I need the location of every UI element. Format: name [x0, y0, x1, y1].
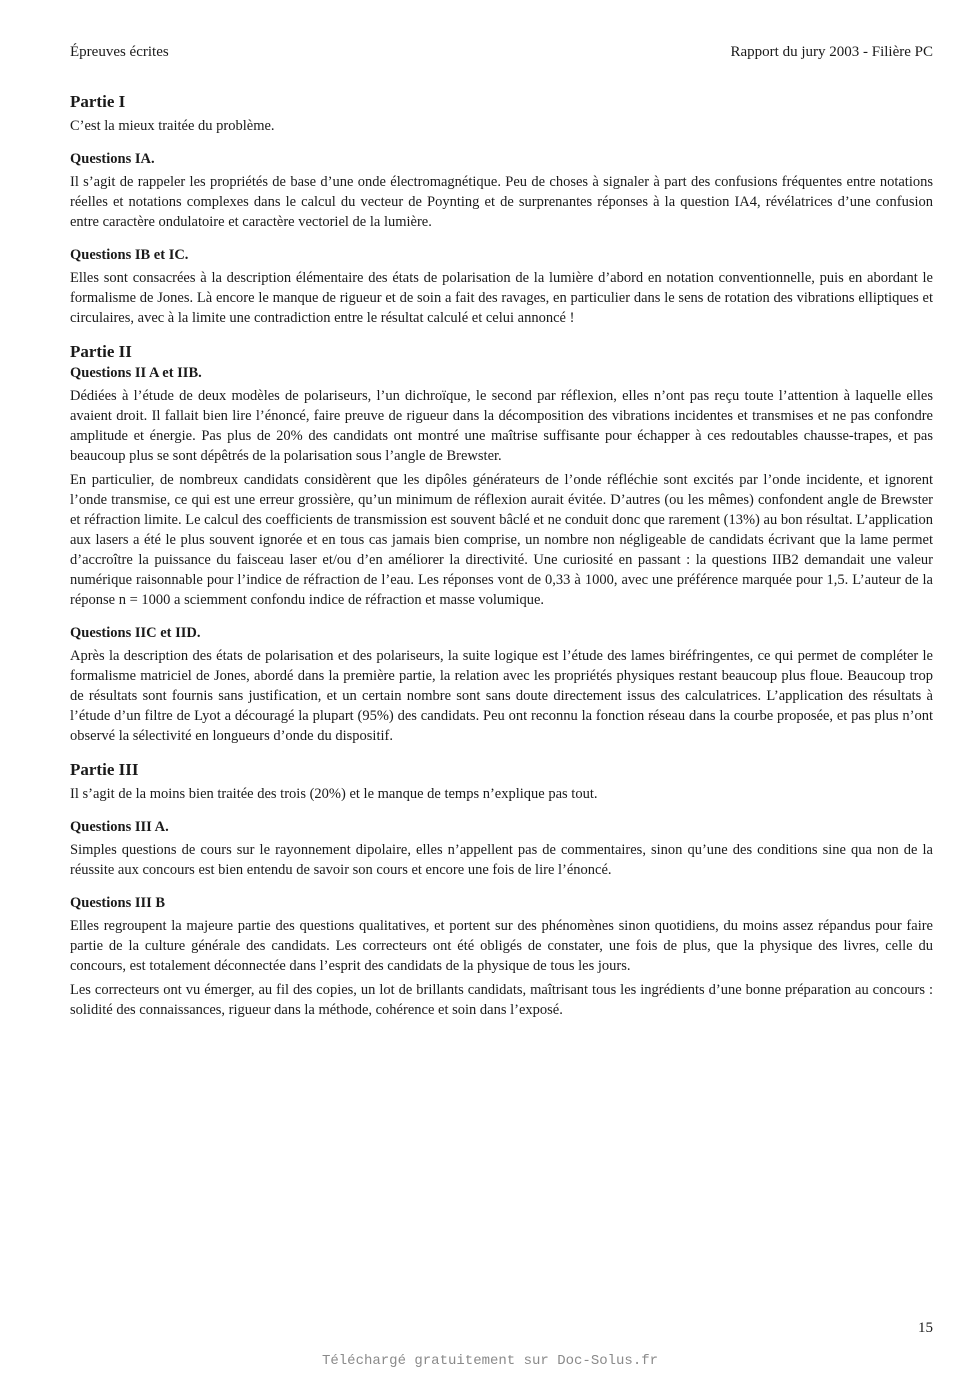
- subsection-title: Questions IA.: [70, 151, 155, 167]
- questions-ib-ic: [70, 245, 933, 328]
- page-header: [70, 44, 933, 64]
- section-title: Partie I: [70, 92, 126, 111]
- paragraph: Il s’agit de rappeler les propriétés de base d’une onde électromagnétique. Peu de choses à signaler à part des confusions fréquentes entre notations réelles et notations complexes dans le calcul du vecteur de Poynting et de surprenantes réponses à la question IA4, révélatrices d’une confusion entre caractère ondulatoire et caractère vectoriel de la lumière.: [70, 174, 933, 230]
- paragraph: Elles regroupent la majeure partie des questions qualitatives, et portent sur des phénomènes sinon quotidiens, du moins assez répandus pour faire partie de la culture générale des candidats. Les correcteurs ont été obligés de constater, une fois de plus, que la physique des livres, celle du concours, est totalement déconnectée dans l’esprit des candidats de la physique de tous les jours.: [70, 918, 933, 974]
- questions-ia: [70, 149, 933, 232]
- questions-iiia: [70, 817, 933, 880]
- questions-iiib: [70, 893, 933, 1020]
- subsection-title: Questions III B: [70, 895, 166, 911]
- paragraph: Simples questions de cours sur le rayonnement dipolaire, elles n’appellent pas de commentaires, sinon qu’une des conditions sine qua non de la réussite aux concours est bien entendu de savoir son cours et encore une fois de lire l’énoncé.: [70, 842, 933, 878]
- subsection-title: Questions III A.: [70, 819, 169, 835]
- header-left-text: Épreuves écrites: [70, 44, 169, 60]
- header-right-text: Rapport du jury 2003 - Filière PC: [730, 44, 933, 60]
- questions-iia-iib: [70, 363, 933, 610]
- subsection-title: Questions IB et IC.: [70, 247, 189, 263]
- download-footer: Téléchargé gratuitement sur Doc-Solus.fr: [321, 1353, 659, 1369]
- paragraph: En particulier, de nombreux candidats considèrent que les dipôles générateurs de l’onde réfléchie sont excités par l’onde incidente, et ignorent l’onde transmise, ce qui est une erreur grossière, qu’un minimum de réflexion aurait évitée. D’autres (ou les mêmes) confondent angle de Brewster et réfraction limite. Le calcul des coefficients de transmission est souvent bâclé et ne conduit donc que rarement (13%) au bon résultat. L’application aux lasers a été le plus souvent ignorée et en tous cas jamais bien comprise, un nombre non négligeable de candidats écrivant que la lame permet d’accroître la puissance du faisceau laser et/ou d’en améliorer la directivité. Une curiosité en passant : la questions IIB2 demandait une valeur numérique raisonnable pour l’indice de réfraction de l’eau. Les réponses vont de 0,33 à 1000, avec une préférence marquée pour 1,5. L’auteur de la réponse n = 1000 a sciemment confondu indice de réfraction et masse volumique.: [70, 472, 933, 608]
- page-number: 15: [918, 1320, 933, 1336]
- partie-1: [70, 91, 933, 328]
- section-title: Partie III: [70, 760, 139, 779]
- section-intro: C’est la mieux traitée du problème.: [70, 118, 275, 134]
- subsection-title: Questions II A et IIB.: [70, 365, 202, 381]
- questions-iic-iid: [70, 623, 933, 746]
- paragraph: Elles sont consacrées à la description élémentaire des états de polarisation de la lumière d’abord en notation conventionnelle, puis en abordant le formalisme de Jones. Là encore le manque de rigueur et de soin a fait des ravages, en particulier dans le sens de rotation des vibrations elliptiques et circulaires, avec à la limite une contradiction entre le résultat calculé et celui annoncé !: [70, 270, 933, 326]
- document-body: [70, 91, 933, 1033]
- partie-2: [70, 341, 933, 746]
- section-intro: Il s’agit de la moins bien traitée des trois (20%) et le manque de temps n’explique pas tout.: [70, 786, 598, 802]
- paragraph: Après la description des états de polarisation et des polariseurs, la suite logique est l’étude des lames biréfringentes, ce qui permet de compléter le formalisme matriciel de Jones, abordé dans la première partie, la relation avec les propriétés physiques restant beaucoup plus floue. Beaucoup trop de résultats sont fournis sans justification, et un certain nombre sont sans doute directement issus des calculatrices. L’application des résultats à l’étude d’un filtre de Lyot a découragé la plupart (95%) des candidats. Peu ont reconnu la fonction réseau dans la courbe proposée, et pas plus n’ont observé la sélectivité en longueurs d’onde du dispositif.: [70, 648, 933, 744]
- paragraph: Dédiées à l’étude de deux modèles de polariseurs, l’un dichroïque, le second par réflexion, elles n’ont pas reçu toute l’attention à laquelle elles avaient droit. Il fallait bien lire l’énoncé, faire preuve de rigueur dans la décomposition des vibrations incidentes et transmises et ne pas confondre amplitude et énergie. Pas plus de 20% des candidats ont montré une maîtrise suffisante pour échapper à ces redoutables chausse-trapes, et pas beaucoup plus se sont dépêtrés de la polarisation sous l’angle de Brewster.: [70, 388, 933, 464]
- section-title: Partie II: [70, 342, 132, 361]
- partie-3: [70, 759, 933, 1020]
- subsection-title: Questions IIC et IID.: [70, 625, 201, 641]
- paragraph: Les correcteurs ont vu émerger, au fil des copies, un lot de brillants candidats, maîtrisant tous les ingrédients d’une bonne préparation au concours : solidité des connaissances, rigueur dans la méthode, cohérence et soin dans l’exposé.: [70, 982, 933, 1018]
